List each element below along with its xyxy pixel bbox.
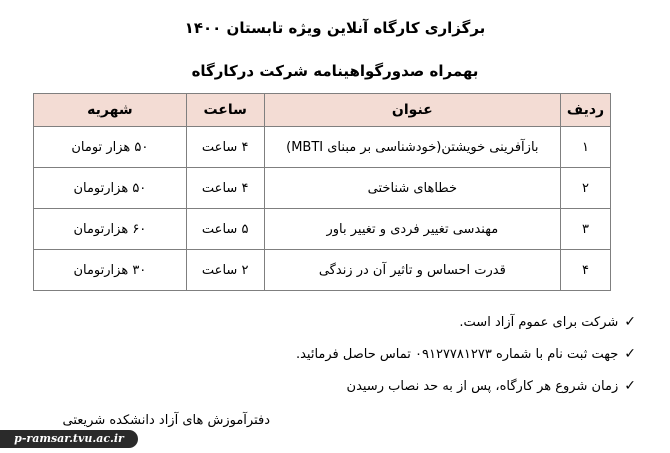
footer-signature: دفترآموزش های آزاد دانشکده شریعتی (62, 413, 270, 428)
cell-title: بازآفرینی خویشتن(خودشناسی بر مبنای MBTI) (264, 127, 560, 168)
table-row (34, 209, 611, 250)
cell-title: مهندسی تغییر فردی و تغییر باور (264, 209, 560, 250)
checkmark-icon: ✓ (624, 378, 636, 394)
note-text: زمان شروع هر کارگاه، پس از به حد نصاب رسیدن (346, 378, 619, 394)
note-item (0, 338, 636, 370)
checkmark-icon: ✓ (624, 314, 636, 330)
cell-title: قدرت احساس و تاثیر آن در زندگی (264, 250, 560, 291)
cell-fee: ۵۰ هزارتومان (34, 168, 187, 209)
table-header-row (34, 94, 611, 127)
page-subtitle: بهمراه صدورگواهینامه شرکت درکارگاه (191, 62, 479, 80)
workshop-table (33, 93, 611, 291)
table-row (34, 168, 611, 209)
note-item (0, 306, 636, 338)
cell-duration: ۴ ساعت (186, 127, 264, 168)
cell-row-number: ۱ (561, 127, 611, 168)
site-watermark: p-ramsar.tvu.ac.ir (0, 430, 138, 448)
cell-duration: ۵ ساعت (186, 209, 264, 250)
header-row-number: ردیف (561, 94, 611, 127)
cell-fee: ۶۰ هزارتومان (34, 209, 187, 250)
header-duration: ساعت (186, 94, 264, 127)
cell-duration: ۲ ساعت (186, 250, 264, 291)
cell-title: خطاهای شناختی (264, 168, 560, 209)
cell-duration: ۴ ساعت (186, 168, 264, 209)
page-title: برگزاری کارگاه آنلاین ویژه تابستان ۱۴۰۰ (184, 19, 486, 37)
cell-fee: ۵۰ هزار تومان (34, 127, 187, 168)
cell-row-number: ۲ (561, 168, 611, 209)
cell-row-number: ۴ (561, 250, 611, 291)
header-fee: شهریه (34, 94, 187, 127)
note-item (0, 370, 636, 402)
checkmark-icon: ✓ (624, 346, 636, 362)
cell-row-number: ۳ (561, 209, 611, 250)
cell-fee: ۳۰ هزارتومان (34, 250, 187, 291)
note-text: شرکت برای عموم آزاد است. (459, 314, 619, 330)
header-title: عنوان (264, 94, 560, 127)
table-row (34, 127, 611, 168)
note-text: جهت ثبت نام با شماره ۰۹۱۲۷۷۸۱۲۷۳ تماس حاصل فرمائید. (295, 346, 619, 362)
notes-list (0, 306, 636, 402)
table-row (34, 250, 611, 291)
